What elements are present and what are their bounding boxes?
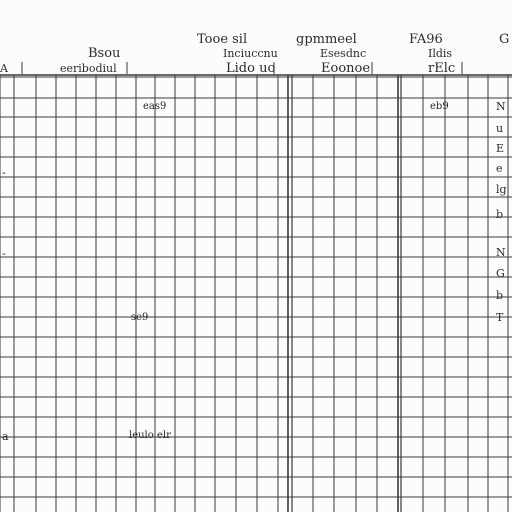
right-note-1: N [496, 100, 506, 113]
header-col-a-line1: Bsou [88, 46, 121, 61]
cell-r1-d: eb9 [430, 101, 449, 112]
header-col-a-line2: eeribodiul [60, 62, 117, 75]
right-note-9: b [496, 289, 504, 302]
right-note-10: T [496, 311, 504, 324]
left-note-2: - [2, 247, 6, 260]
right-note-2: u [496, 122, 504, 135]
right-note-4: e [496, 162, 503, 175]
cell-r1-b: eas9 [143, 101, 167, 112]
right-note-7: N [496, 246, 506, 259]
left-note-3: a [2, 430, 9, 443]
left-note-1: - [2, 166, 6, 179]
edge-mark-left: A [0, 62, 8, 75]
header-col-c-line3: Eoonoe [321, 61, 371, 76]
right-note-6: b [496, 208, 504, 221]
header-col-d-line2: Ildis [428, 47, 453, 60]
header-col-b-line1: Tooe sil [197, 32, 248, 47]
header-col-d-line1: FA96 [409, 32, 443, 47]
header-col-c-line2: Esesdnc [320, 47, 367, 60]
header-col-b-line2: Inciuccnu [223, 47, 278, 60]
cell-r12-a: leulo elr [129, 430, 171, 441]
right-note-5: lg [496, 183, 507, 196]
right-note-8: G [496, 267, 505, 280]
cell-r8-a: se9 [131, 312, 149, 323]
header-col-c-line1: gpmmeel [296, 32, 357, 47]
header-col-d-line3: rElc [428, 61, 456, 76]
header-col-b-line3: Lido uo [226, 61, 276, 76]
edge-mark-top: G [499, 32, 510, 47]
right-note-3: E [496, 142, 505, 155]
